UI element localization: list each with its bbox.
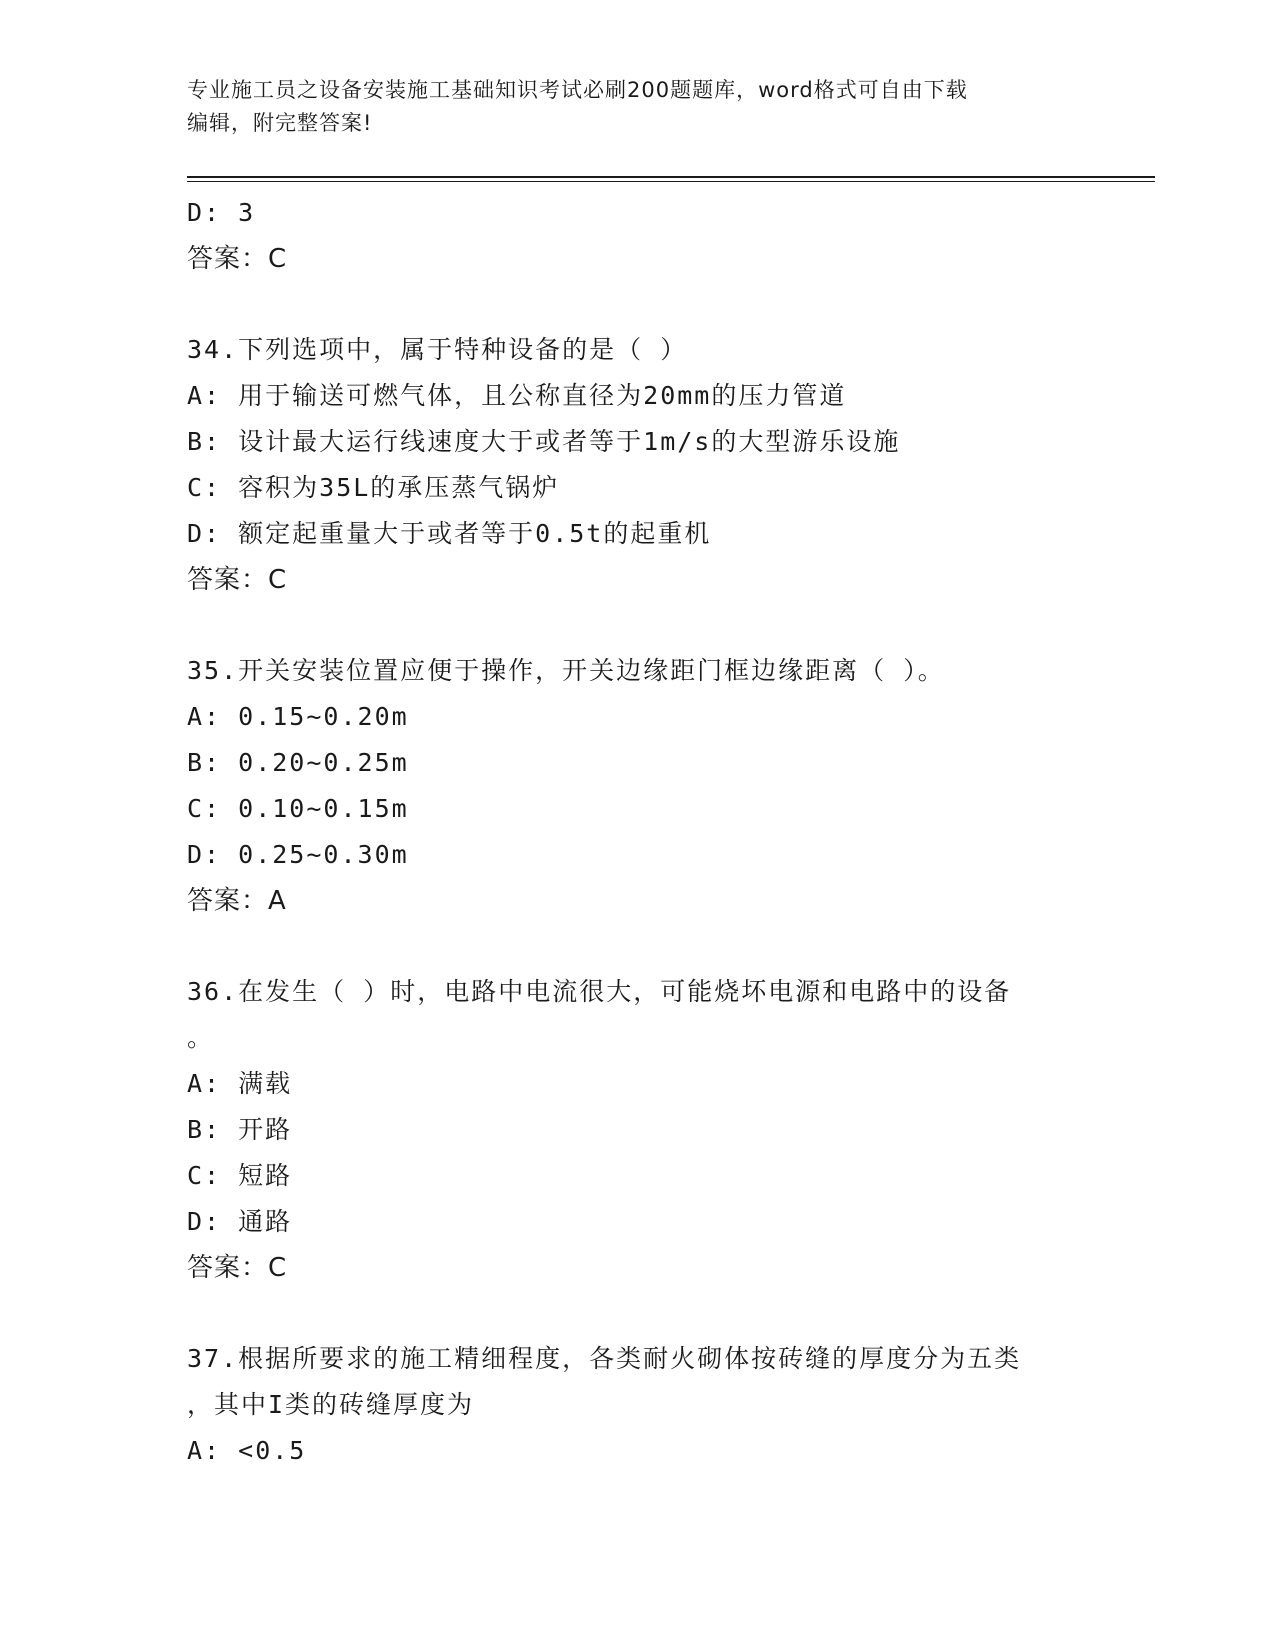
question-36 — [187, 969, 1087, 1291]
question-stem: 35.开关安装位置应便于操作，开关边缘距门框边缘距离（ ）。 — [187, 656, 945, 685]
question-stem-line2: 。 — [187, 1023, 215, 1052]
option-a: A: 满载 — [187, 1069, 293, 1098]
question-stem: 34.下列选项中，属于特种设备的是（ ） — [187, 335, 688, 364]
header-divider-thin — [187, 181, 1155, 182]
option-b: B: 开路 — [187, 1115, 293, 1144]
question-stem-line1: 37.根据所要求的施工精细程度，各类耐火砌体按砖缝的厚度分为五类 — [187, 1344, 1022, 1373]
header-title-line2: 编辑，附完整答案! — [187, 111, 373, 135]
option-b: B: 设计最大运行线速度大于或者等于1m/s的大型游乐设施 — [187, 427, 901, 456]
question-list — [187, 190, 1087, 1474]
option-b: B: 0.20~0.25m — [187, 748, 409, 777]
option-a: A: 用于输送可燃气体，且公称直径为20mm的压力管道 — [187, 381, 847, 410]
option-d: D: 0.25~0.30m — [187, 840, 409, 869]
document-header — [187, 74, 1067, 140]
option-a: A: 0.15~0.20m — [187, 702, 409, 731]
header-divider-thick — [187, 176, 1155, 178]
header-title-line1: 专业施工员之设备安装施工基础知识考试必刷200题题库，word格式可自由下载 — [187, 78, 968, 102]
option-c: C: 短路 — [187, 1161, 293, 1190]
answer: 答案：C — [187, 244, 288, 274]
option-c: C: 0.10~0.15m — [187, 794, 409, 823]
option-d: D: 通路 — [187, 1207, 293, 1236]
question-35 — [187, 648, 1087, 924]
option-c: C: 容积为35L的承压蒸气锅炉 — [187, 473, 560, 502]
question-37 — [187, 1336, 1087, 1474]
question-33-tail — [187, 190, 1087, 282]
question-34 — [187, 327, 1087, 603]
option-a: A: <0.5 — [187, 1436, 307, 1465]
question-stem-line2: ，其中I类的砖缝厚度为 — [187, 1390, 475, 1419]
option-d: D: 额定起重量大于或者等于0.5t的起重机 — [187, 519, 712, 548]
answer: 答案：A — [187, 886, 287, 916]
option-d: D: 3 — [187, 198, 256, 227]
question-stem-line1: 36.在发生（ ）时，电路中电流很大，可能烧坏电源和电路中的设备 — [187, 977, 1012, 1006]
answer: 答案：C — [187, 1253, 288, 1283]
answer: 答案：C — [187, 565, 288, 595]
